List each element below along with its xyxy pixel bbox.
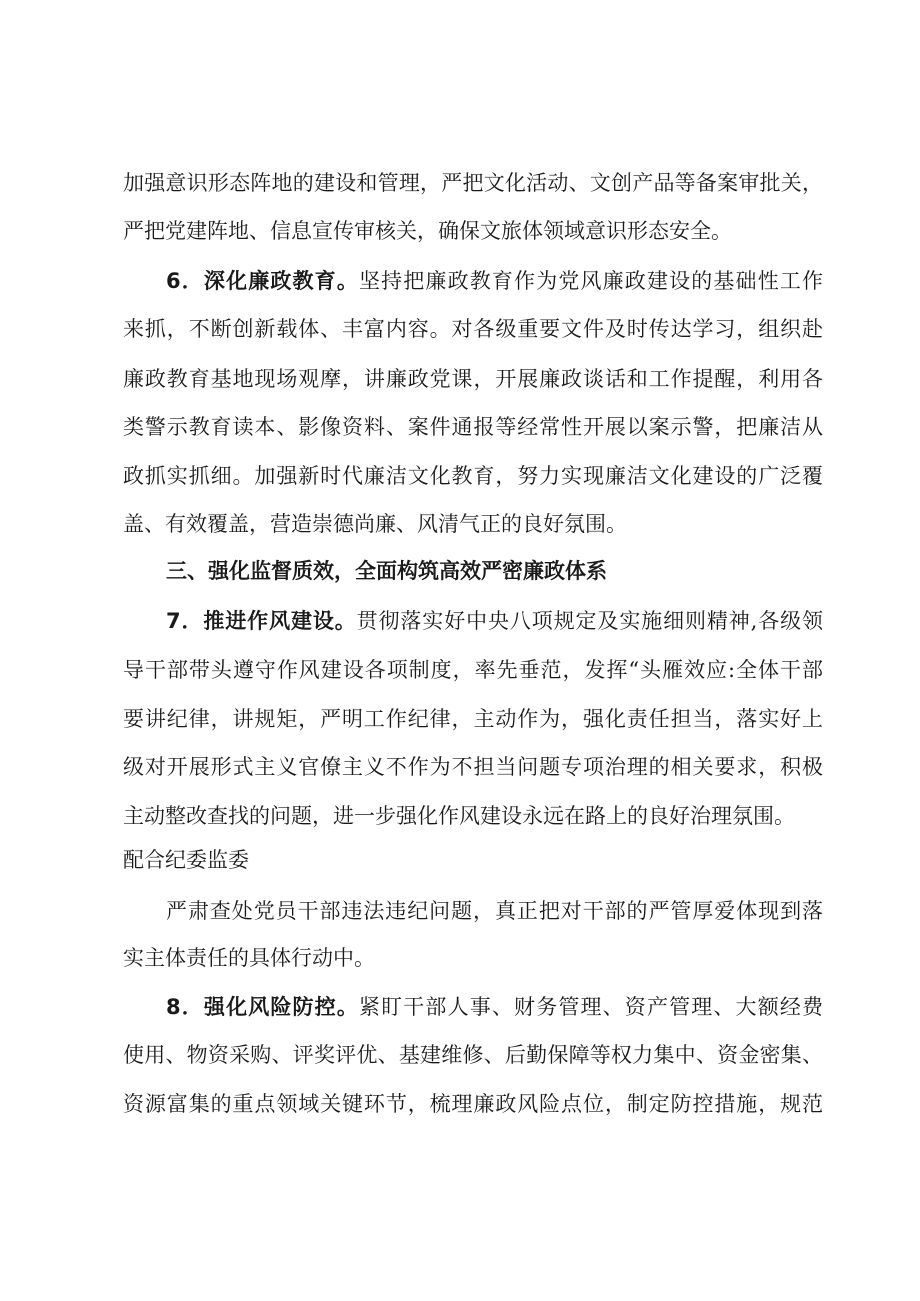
- paragraph-line: 要讲纪律，讲规矩，严明工作纪律，主动作为，强化责任担当，落实好上: [123, 707, 823, 731]
- item-text: 紧盯干部人事、财务管理、资产管理、大额经费: [358, 995, 823, 1019]
- paragraph-line: 级对开展形式主义官僚主义不作为不担当问题专项治理的相关要求，积极: [123, 755, 823, 779]
- item-title: 深化廉政教育。: [203, 269, 359, 293]
- paragraph-line: 实主体责任的具体行动中。: [123, 946, 375, 970]
- paragraph-line: 廉政教育基地现场观摩，讲廉政党课，开展廉政谈话和工作提醒，利用各: [123, 367, 823, 391]
- paragraph-line: 类警示教育读本、影像资料、案件通报等经常性开展以案示警，把廉洁从: [123, 415, 823, 439]
- section-heading: 三、强化监督质效，全面构筑高效严密廉政体系: [166, 559, 607, 583]
- item-number: 6．: [166, 269, 204, 293]
- item-text: 贯彻落实好中央八项规定及实施细则精神,各级领: [356, 609, 823, 633]
- paragraph-line: 使用、物资采购、评奖评优、基建维修、后勤保障等权力集中、资金密集、: [123, 1043, 823, 1067]
- paragraph-line: 来抓，不断创新载体、丰富内容。对各级重要文件及时传达学习，组织赴: [123, 317, 823, 341]
- item-number: 8．: [166, 995, 204, 1019]
- paragraph-line: 导干部带头遵守作风建设各项制度，率先垂范，发挥“头雁效应:全体干部: [123, 658, 823, 682]
- item-title: 推进作风建设。: [203, 609, 357, 633]
- item-6-first-line: [166, 266, 823, 296]
- paragraph-line: 严把党建阵地、信息宣传审核关，确保文旅体领域意识形态安全。: [123, 219, 732, 243]
- item-8-first-line: [166, 992, 823, 1022]
- paragraph-line: 政抓实抓细。加强新时代廉洁文化教育，努力实现廉洁文化建设的广泛覆: [123, 464, 823, 488]
- item-7-first-line: [166, 606, 823, 636]
- paragraph-line: 严肃查处党员干部违法违纪问题，真正把对干部的严管厚爱体现到落: [166, 899, 823, 923]
- paragraph-line: 配合纪委监委: [123, 848, 249, 872]
- paragraph-line: 主动整改查找的问题，进一步强化作风建设永远在路上的良好治理氛围。: [123, 804, 795, 828]
- paragraph-line: 盖、有效覆盖，营造崇德尚廉、风清气正的良好氛围。: [123, 512, 627, 536]
- item-title: 强化风险防控。: [203, 995, 359, 1019]
- item-number: 7．: [166, 609, 204, 633]
- paragraph-line: 资源富集的重点领域关键环节，梳理廉政风险点位，制定防控措施，规范: [123, 1092, 823, 1116]
- item-text: 坚持把廉政教育作为党风廉政建设的基础性工作: [358, 269, 823, 293]
- paragraph-line: 加强意识形态阵地的建设和管理，严把文化活动、文创产品等备案审批关，: [123, 171, 823, 195]
